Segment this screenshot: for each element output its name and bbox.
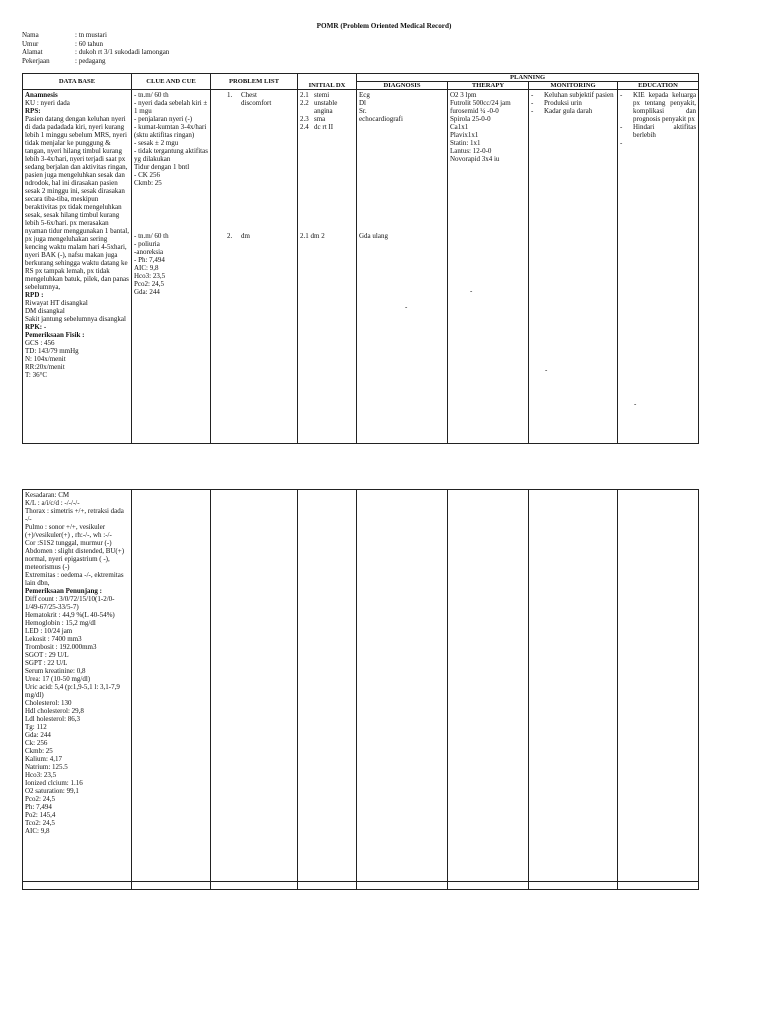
therapy-line: furosemid ¼ -0-0 [450, 107, 499, 115]
section-heading: Anamnesis [25, 91, 58, 99]
therapy-list [450, 91, 526, 163]
diagnosis-line: Sr. [359, 107, 367, 115]
section-heading: Pemeriksaan Penunjang : [25, 587, 102, 595]
initial-dx-number: 2.1 [300, 91, 309, 99]
monitoring-item-text: Kadar gula darah [544, 107, 593, 115]
monitoring-list [531, 91, 615, 115]
patient-row-age [22, 40, 169, 49]
initial-dx-text: unstable angina [314, 99, 338, 115]
initial-dx-text: stemi [314, 91, 330, 99]
problem-number: 1. [227, 91, 233, 99]
database-line: Ckmb: 25 [25, 747, 53, 755]
database-line: GCS : 456 [25, 339, 55, 347]
empty-cell [298, 882, 357, 890]
empty-cell [211, 882, 298, 890]
initial-dx-number: 2.3 [300, 115, 309, 123]
therapy-line: Novorapid 3x4 iu [450, 155, 500, 163]
problem-number: 2. [227, 232, 233, 240]
bullet-dash: - [620, 139, 623, 147]
database-line: SGOT : 29 U/L [25, 651, 69, 659]
initial-dx-cell [298, 90, 357, 444]
patient-value: : tn mustari [75, 31, 107, 39]
clue-line: - sesak ± 2 mgu [134, 139, 179, 147]
database-line: Hematokrit : 44,9 %(L 40-54%) [25, 611, 115, 619]
database-line: Riwayat HT disangkal [25, 299, 88, 307]
education-item [620, 123, 696, 139]
empty-cell [132, 490, 211, 882]
database-line: Ldl holesterol: 86,3 [25, 715, 81, 723]
diagnosis-line: Ecg [359, 91, 370, 99]
clue-line: - tidak tergantung aktifitas yg dilakukan [134, 147, 208, 163]
initial-dx-text: sma [314, 115, 326, 123]
empty-cell [448, 490, 529, 882]
empty-cell [23, 882, 132, 890]
database-line: Thorax : simetris +/+, retraksi dada -/- [25, 507, 124, 523]
therapy-line: Futrolit 500cc/24 jam [450, 99, 511, 107]
patient-label: Alamat [22, 48, 43, 56]
empty-cell [357, 882, 448, 890]
clue-line: - Ph: 7,494 [134, 256, 165, 264]
header-problem-list: PROBLEM LIST [211, 74, 298, 90]
patient-identity [22, 31, 169, 65]
dash-mark: - [545, 366, 548, 374]
monitoring-item-text: Produksi urin [544, 99, 582, 107]
database-line: Abdomen : slight distended, BU(+) normal, nyeri epigastrium ( -), meteorismus (-) [25, 547, 125, 571]
clue-line: Pco2: 24,5 [134, 280, 164, 288]
patient-row-address [22, 48, 169, 57]
database-line: Trombosit : 192.000mm3 [25, 643, 97, 651]
clue-line: AIC: 9,8 [134, 264, 159, 272]
database-line: Hco3: 23,5 [25, 771, 57, 779]
empty-cell [211, 490, 298, 882]
initial-dx-2: 2.1 dm 2 [300, 232, 325, 240]
problem-item-2 [227, 232, 250, 240]
database-line: TD: 143/79 mmHg [25, 347, 79, 355]
pomr-table-page-2 [22, 489, 699, 890]
database-line: Kalium: 4,17 [25, 755, 62, 763]
clue-line: - penjalaran nyeri (-) [134, 115, 193, 123]
patient-row-name [22, 31, 169, 40]
empty-cell [618, 882, 699, 890]
bullet-dash: - [531, 107, 534, 115]
database-line: KU : nyeri dada [25, 99, 70, 107]
database-line: DM disangkal [25, 307, 65, 315]
therapy-line: Plavix1x1 [450, 131, 479, 139]
patient-value: : dukoh rt 3/1 sukodadi lamongan [75, 48, 170, 56]
diagnosis-2: Gda ulang [359, 232, 388, 240]
header-monitoring: MONITORING [529, 82, 618, 90]
education-item-text: KIE kepada keluarga px tentang penyakit, komplikasi dan prognosis penyakit px [633, 91, 697, 123]
clue-line: Tidur dengan 1 bntl [134, 163, 190, 171]
database-line: Ph: 7,494 [25, 803, 52, 811]
database-line: Extremitas : oedema -/-, ektremitas lain dbn, [25, 571, 124, 587]
problem-item-1 [213, 91, 295, 107]
initial-dx-number: 2.2 [300, 99, 309, 107]
clue-line: Ckmb: 25 [134, 179, 162, 187]
problem-text: Chest discomfort [241, 91, 272, 107]
database-line: N: 104x/menit [25, 355, 66, 363]
dash-mark: - [470, 287, 473, 295]
problem-cell [211, 90, 298, 444]
bullet-dash: - [531, 99, 534, 107]
database-list [25, 91, 129, 379]
therapy-line: Lantus: 12-0-0 [450, 147, 492, 155]
initial-dx-text: dc rt II [314, 123, 334, 131]
database-line: Natrium: 125.5 [25, 763, 68, 771]
patient-label: Umur [22, 39, 39, 48]
diagnosis-line: Dl [359, 99, 366, 107]
monitoring-item [531, 107, 615, 115]
database-line: RR:20x/menit [25, 363, 65, 371]
document-title: POMR (Problem Oriented Medical Record) [316, 22, 452, 30]
clue-line: - tn.m/ 60 th [134, 232, 169, 240]
initial-dx-list [300, 91, 354, 131]
patient-value: : pedagang [75, 56, 106, 65]
monitoring-item [531, 91, 615, 99]
therapy-cell [448, 90, 529, 444]
clue-line: - poliuria [134, 240, 160, 248]
header-therapy: THERAPY [448, 82, 529, 90]
education-item-text: Hindari aktifitas berlebih [633, 123, 697, 139]
clue-list-1 [134, 91, 208, 187]
header-clue: CLUE AND CUE [132, 74, 211, 90]
therapy-line: Statin: 1x1 [450, 139, 481, 147]
monitoring-cell [529, 90, 618, 444]
database-line: K/L : a/i/c/d : -/-/-/- [25, 499, 80, 507]
database-line: Pulmo : sonor +/+, vesikuler (+)/vesikuler(+) , rh:-/-, wh :-/- [25, 523, 112, 539]
clue-line: - tn.m/ 60 th [134, 91, 169, 99]
monitoring-item-text: Keluhan subjektif pasien [544, 91, 614, 99]
therapy-line: Spirola 25-0-0 [450, 115, 491, 123]
empty-cell [529, 882, 618, 890]
database-line: Hemoglobin : 15,2 mg/dl [25, 619, 96, 627]
database-line: Serum kreatinine: 0,8 [25, 667, 86, 675]
database-line: Ionized clcium: 1.16 [25, 779, 83, 787]
diagnosis-cell [357, 90, 448, 444]
empty-cell [448, 882, 529, 890]
dash-mark: - [634, 400, 637, 408]
dash-mark: - [405, 303, 408, 311]
section-heading: RPS: [25, 107, 41, 115]
database-line: Diff count : 3/0/72/15/10(1-2/0-1/49-67/25-33/5-7) [25, 595, 115, 611]
education-item [620, 91, 696, 123]
clue-line: - kumat-kumtan 3-4x/hari (sktu aktifitas ringan) [134, 123, 207, 139]
problem-text: dm [241, 232, 250, 240]
education-item [620, 139, 696, 147]
pomr-table-page-1 [22, 73, 699, 444]
database-line: Sakit jantung sebelumnya disangkal [25, 315, 126, 323]
database-line: Pasien datang dengan keluhan nyeri di dada padadada kiri, nyeri kurang lebih 1 minggu sebelum MRS, nyeri tidak menjalar ke punggung & tangan, nyeri hilang timbul kurang lebih 3-4x/hari, nyeri terjadi saat px sedang berjalan dan aktivitas ringan, pasien juga mengeluhkan sesak dan ndrodok, hal ini dirasakan pasien sesak 2 minggu ini, sesak dirasakan secara tiba-tiba, meskipun beraktivitas px tidak mengeluhkan sesak, sesak hilang timbul kurang lebih 5-6x/hari. px merasakan nyaman tidur menggunakan 1 bantal, px juga mengeluhakan sering kencing waktu malam hari 4-5xhari, nyeri BAK (-), nafsu makan juga berkurang sehingga waktu datang ke RS px tampak lemah, px tidak mengeluhkan batuk, pilek, dan panas sebelumnya, [25, 115, 129, 291]
clue-cell [132, 90, 211, 444]
database-line: Urea: 17 (10-50 mg/dl) [25, 675, 91, 683]
clue-line: - nyeri dada sebelah kiri ± 1 mgu [134, 99, 208, 115]
empty-cell [357, 490, 448, 882]
database-line: LED : 10/24 jam [25, 627, 73, 635]
database-line: Ck: 256 [25, 739, 48, 747]
initial-dx-item [300, 123, 354, 131]
database-line: Tco2: 24,5 [25, 819, 55, 827]
database-line: Pco2: 24,5 [25, 795, 55, 803]
patient-row-occupation [22, 57, 169, 66]
clue-line: - CK 256 [134, 171, 161, 179]
database-line: AIC: 9,8 [25, 827, 50, 835]
database-line: O2 saturation: 99,1 [25, 787, 79, 795]
diagnosis-line: echocardiografi [359, 115, 403, 123]
initial-dx-item [300, 91, 354, 99]
clue-line: Hco3: 23,5 [134, 272, 166, 280]
bullet-dash: - [620, 123, 623, 131]
patient-value: : 60 tahun [75, 39, 103, 48]
database-cell [23, 90, 132, 444]
database-line: Kesadaran: CM [25, 491, 70, 499]
clue-line: Gda: 244 [134, 288, 160, 296]
database-line: Cor :S1S2 tunggal, murmur (-) [25, 539, 112, 547]
education-list [620, 91, 696, 147]
initial-dx-item [300, 115, 354, 123]
database-line: Gda: 244 [25, 731, 51, 739]
patient-label: Pekerjaan [22, 56, 50, 65]
database-line: Tg: 112 [25, 723, 47, 731]
patient-label: Nama [22, 31, 39, 39]
initial-dx-item [300, 99, 354, 115]
header-initial-dx: INITIAL DX [298, 74, 357, 90]
diagnosis-list [359, 91, 445, 123]
initial-dx-number: 2.4 [300, 123, 309, 131]
database-continued-list [25, 491, 129, 835]
database-continued-cell [23, 490, 132, 882]
database-line: Po2: 145,4 [25, 811, 56, 819]
empty-cell [618, 490, 699, 882]
monitoring-item [531, 99, 615, 107]
database-line: Cholesterol: 130 [25, 699, 72, 707]
empty-cell [132, 882, 211, 890]
clue-line: -anoreksia [134, 248, 164, 256]
database-line: Hdl cholesterol: 29,8 [25, 707, 84, 715]
clue-list-2 [134, 232, 208, 296]
database-line: T: 36°C [25, 371, 48, 379]
therapy-line: O2 3 lpm [450, 91, 477, 99]
education-cell [618, 90, 699, 444]
empty-cell [529, 490, 618, 882]
section-heading: Pemeriksaan Fisik : [25, 331, 85, 339]
database-line: SGPT : 22 U/L [25, 659, 68, 667]
section-heading: RPK: - [25, 323, 47, 331]
bullet-dash: - [620, 91, 623, 99]
database-line: Uric acid: 5,4 (p:1,9-5,1 l: 3,1-7,9 mg/dl) [25, 683, 120, 699]
empty-cell [298, 490, 357, 882]
database-line: Lekosit : 7400 mm3 [25, 635, 82, 643]
header-education: EDUCATION [618, 82, 699, 90]
education-item-text [633, 139, 696, 147]
section-heading: RPD : [25, 291, 44, 299]
therapy-line: Ca1x1 [450, 123, 469, 131]
header-database: DATA BASE [23, 74, 132, 90]
header-diagnosis: DIAGNOSIS [357, 82, 448, 90]
header-planning: PLANNING [357, 74, 699, 82]
bullet-dash: - [531, 91, 534, 99]
